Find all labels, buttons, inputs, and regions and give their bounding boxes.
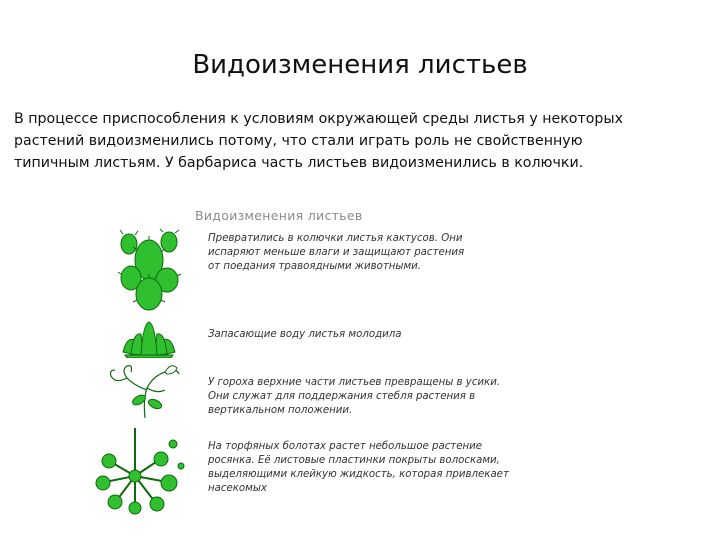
figure-item-cactus <box>208 232 528 274</box>
figure-item-pea <box>208 376 528 418</box>
figure-item-succulent <box>208 328 528 342</box>
caption-line: испаряют меньше влаги и защищают растения <box>208 247 465 258</box>
caption-line: У гороха верхние части листьев превращены в усики. <box>208 377 501 388</box>
caption-line: выделяющими клейкую жидкость, которая привлекает <box>208 469 509 480</box>
caption-line: Запасающие воду листья молодила <box>208 329 402 340</box>
intro-paragraph <box>14 108 704 174</box>
cactus-icon <box>117 228 187 316</box>
intro-line: В процессе приспособления к условиям окружающей среды листья у некоторых <box>14 111 624 127</box>
pea-tendril-icon <box>105 360 187 420</box>
figure-item-sundew <box>208 440 528 496</box>
caption-line: Превратились в колючки листья кактусов. Они <box>208 233 463 244</box>
leaf-modifications-figure <box>95 200 535 515</box>
caption-line: вертикальном положении. <box>208 405 353 416</box>
slide-title: Видоизменения листьев <box>192 50 528 80</box>
intro-line: растений видоизменились потому, что стали играть роль не свойственную <box>14 133 583 149</box>
caption-line: насекомых <box>208 483 267 494</box>
caption-line: от поедания травоядными животными. <box>208 261 422 272</box>
figure-title: Видоизменения листьев <box>195 208 363 223</box>
caption-line: На торфяных болотах растет небольшое растение <box>208 441 483 452</box>
intro-line: типичным листьям. У барбариса часть листьев видоизменились в колючки. <box>14 155 584 171</box>
sundew-icon <box>95 426 195 516</box>
caption-line: Они служат для поддержания стебля растения в <box>208 391 476 402</box>
caption-line: росянка. Её листовые пластинки покрыты волосками, <box>208 455 500 466</box>
succulent-rosette-icon <box>121 318 177 358</box>
